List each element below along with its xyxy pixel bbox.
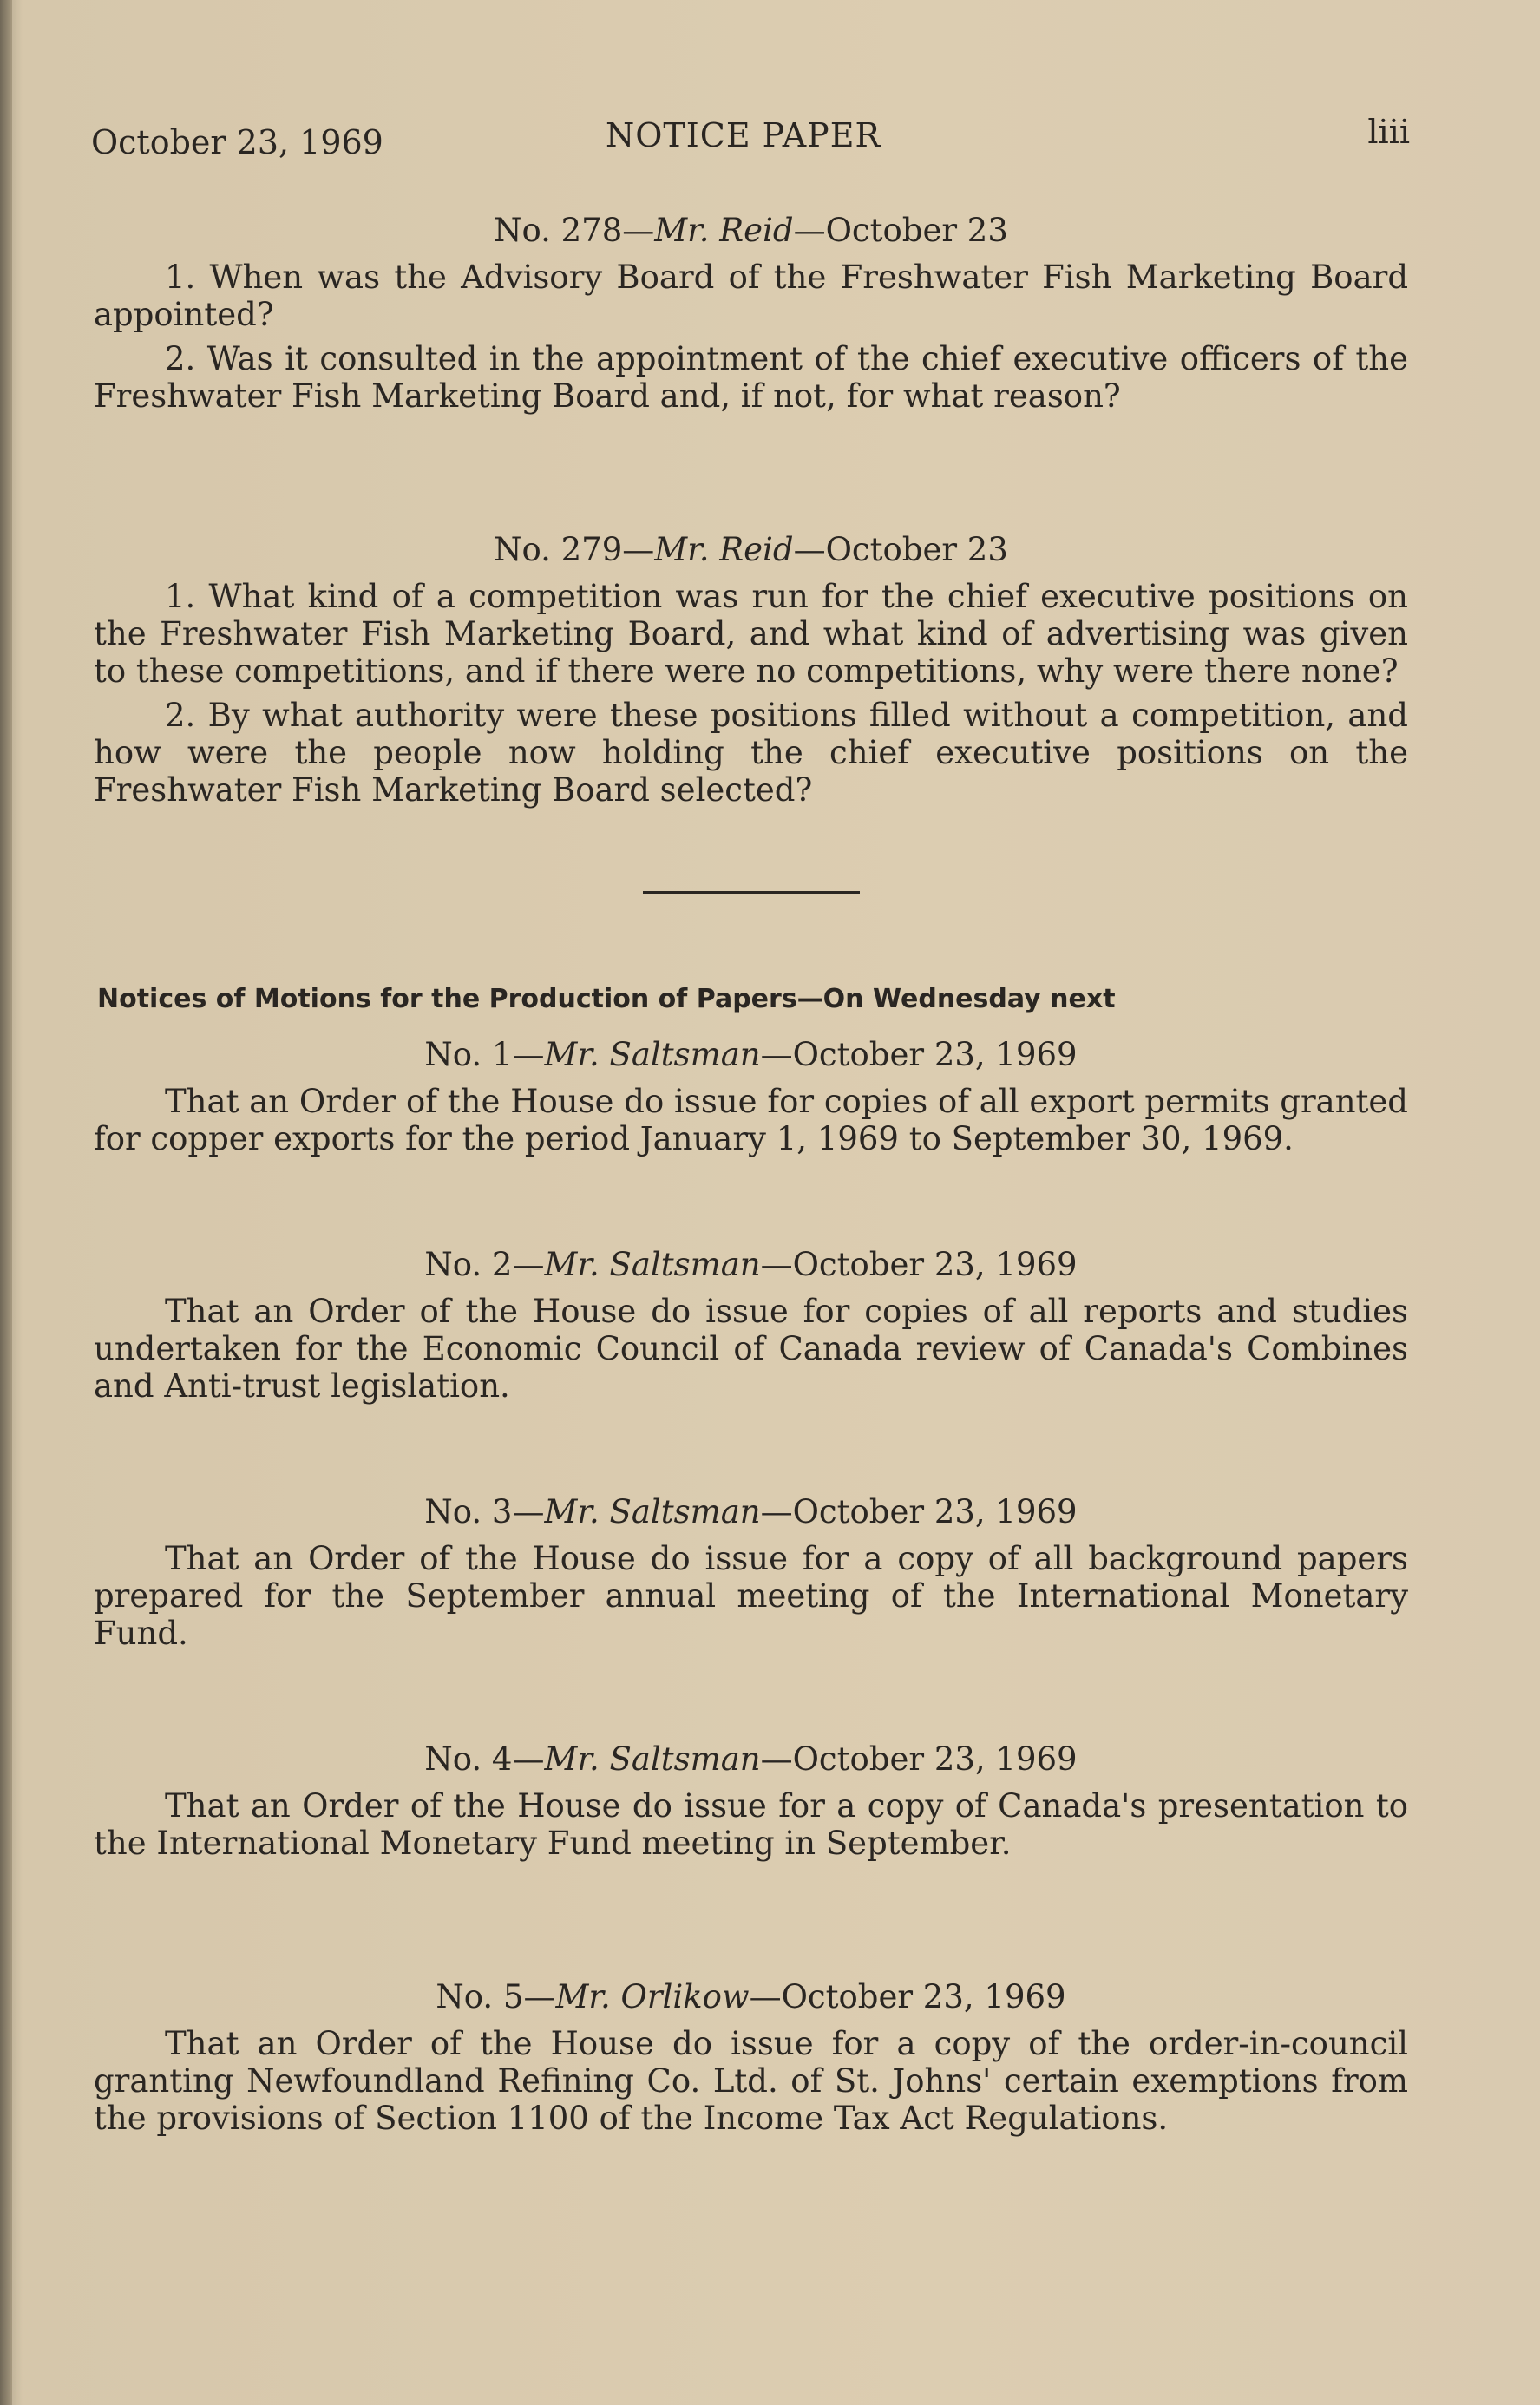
header-title: NOTICE PAPER [606,116,881,154]
question-date: —October 23 [793,212,1008,249]
motion-heading [94,1976,1408,2018]
member-name: Mr. Saltsman [544,1246,761,1283]
question-heading [94,529,1408,571]
page-binding-edge [0,0,12,2405]
motion-heading [94,1244,1408,1286]
question-heading [94,210,1408,252]
motion-text: That an Order of the House do issue for copies of all reports and studies undertaken for the Economic Council of Canada review of Canada's Combines and Anti-trust legislation. [94,1293,1408,1405]
motion-2 [94,1244,1408,1405]
motion-heading [94,1739,1408,1780]
motion-text: That an Order of the House do issue for a copy of the order-in-council granting Newfoundland Refining Co. Ltd. of St. Johns' certain exemptions from the provisions of Section 1100 of the Income Tax Act Regulations. [94,2025,1408,2137]
question-279 [94,529,1408,809]
member-name: Mr. Reid [654,531,794,568]
motion-number: No. 4— [424,1740,545,1778]
member-name: Mr. Orlikow [555,1978,750,2015]
page-header [91,113,1410,165]
motion-heading [94,1491,1408,1533]
motion-4 [94,1739,1408,1862]
question-278 [94,210,1408,415]
motion-text: That an Order of the House do issue for a copy of all background papers prepared for the September annual meeting of the International Monetary Fund. [94,1540,1408,1652]
motion-1 [94,1034,1408,1157]
question-paragraph: 2. Was it consulted in the appointment of the chief executive officers of the Freshwater Fish Marketing Board and, if not, for what reason? [94,340,1408,415]
motion-text: That an Order of the House do issue for a copy of Canada's presentation to the International Monetary Fund meeting in September. [94,1787,1408,1862]
question-number: No. 278— [494,212,655,249]
page-number: liii [1367,113,1410,151]
page-content [94,210,1408,2137]
motion-5 [94,1976,1408,2137]
member-name: Mr. Saltsman [544,1740,761,1778]
question-paragraph: 2. By what authority were these positions filled without a competition, and how were the people now holding the chief executive positions on the Freshwater Fish Marketing Board selected? [94,697,1408,809]
question-paragraph: 1. What kind of a competition was run for the chief executive positions on the Freshwater Fish Marketing Board, and what kind of advertising was given to these competitions, and if there were no competitions, why were there none? [94,578,1408,690]
member-name: Mr. Saltsman [544,1493,761,1530]
motion-date: —October 23, 1969 [760,1493,1078,1530]
motion-date: —October 23, 1969 [760,1246,1078,1283]
question-date: —October 23 [793,531,1008,568]
question-paragraph: 1. When was the Advisory Board of the Freshwater Fish Marketing Board appointed? [94,259,1408,333]
motion-date: —October 23, 1969 [749,1978,1066,2015]
motion-text: That an Order of the House do issue for copies of all export permits granted for copper exports for the period January 1, 1969 to September 30, 1969. [94,1083,1408,1157]
motion-date: —October 23, 1969 [760,1740,1078,1778]
motion-date: —October 23, 1969 [760,1036,1078,1073]
motion-number: No. 5— [436,1978,556,2015]
header-date: October 23, 1969 [91,123,383,161]
motion-number: No. 2— [424,1246,545,1283]
motion-3 [94,1491,1408,1652]
motion-number: No. 3— [424,1493,545,1530]
motion-heading [94,1034,1408,1076]
question-number: No. 279— [494,531,655,568]
section-title: Notices of Motions for the Production of Papers—On Wednesday next [97,984,1116,1014]
member-name: Mr. Reid [654,212,794,249]
member-name: Mr. Saltsman [544,1036,761,1073]
motion-number: No. 1— [424,1036,545,1073]
